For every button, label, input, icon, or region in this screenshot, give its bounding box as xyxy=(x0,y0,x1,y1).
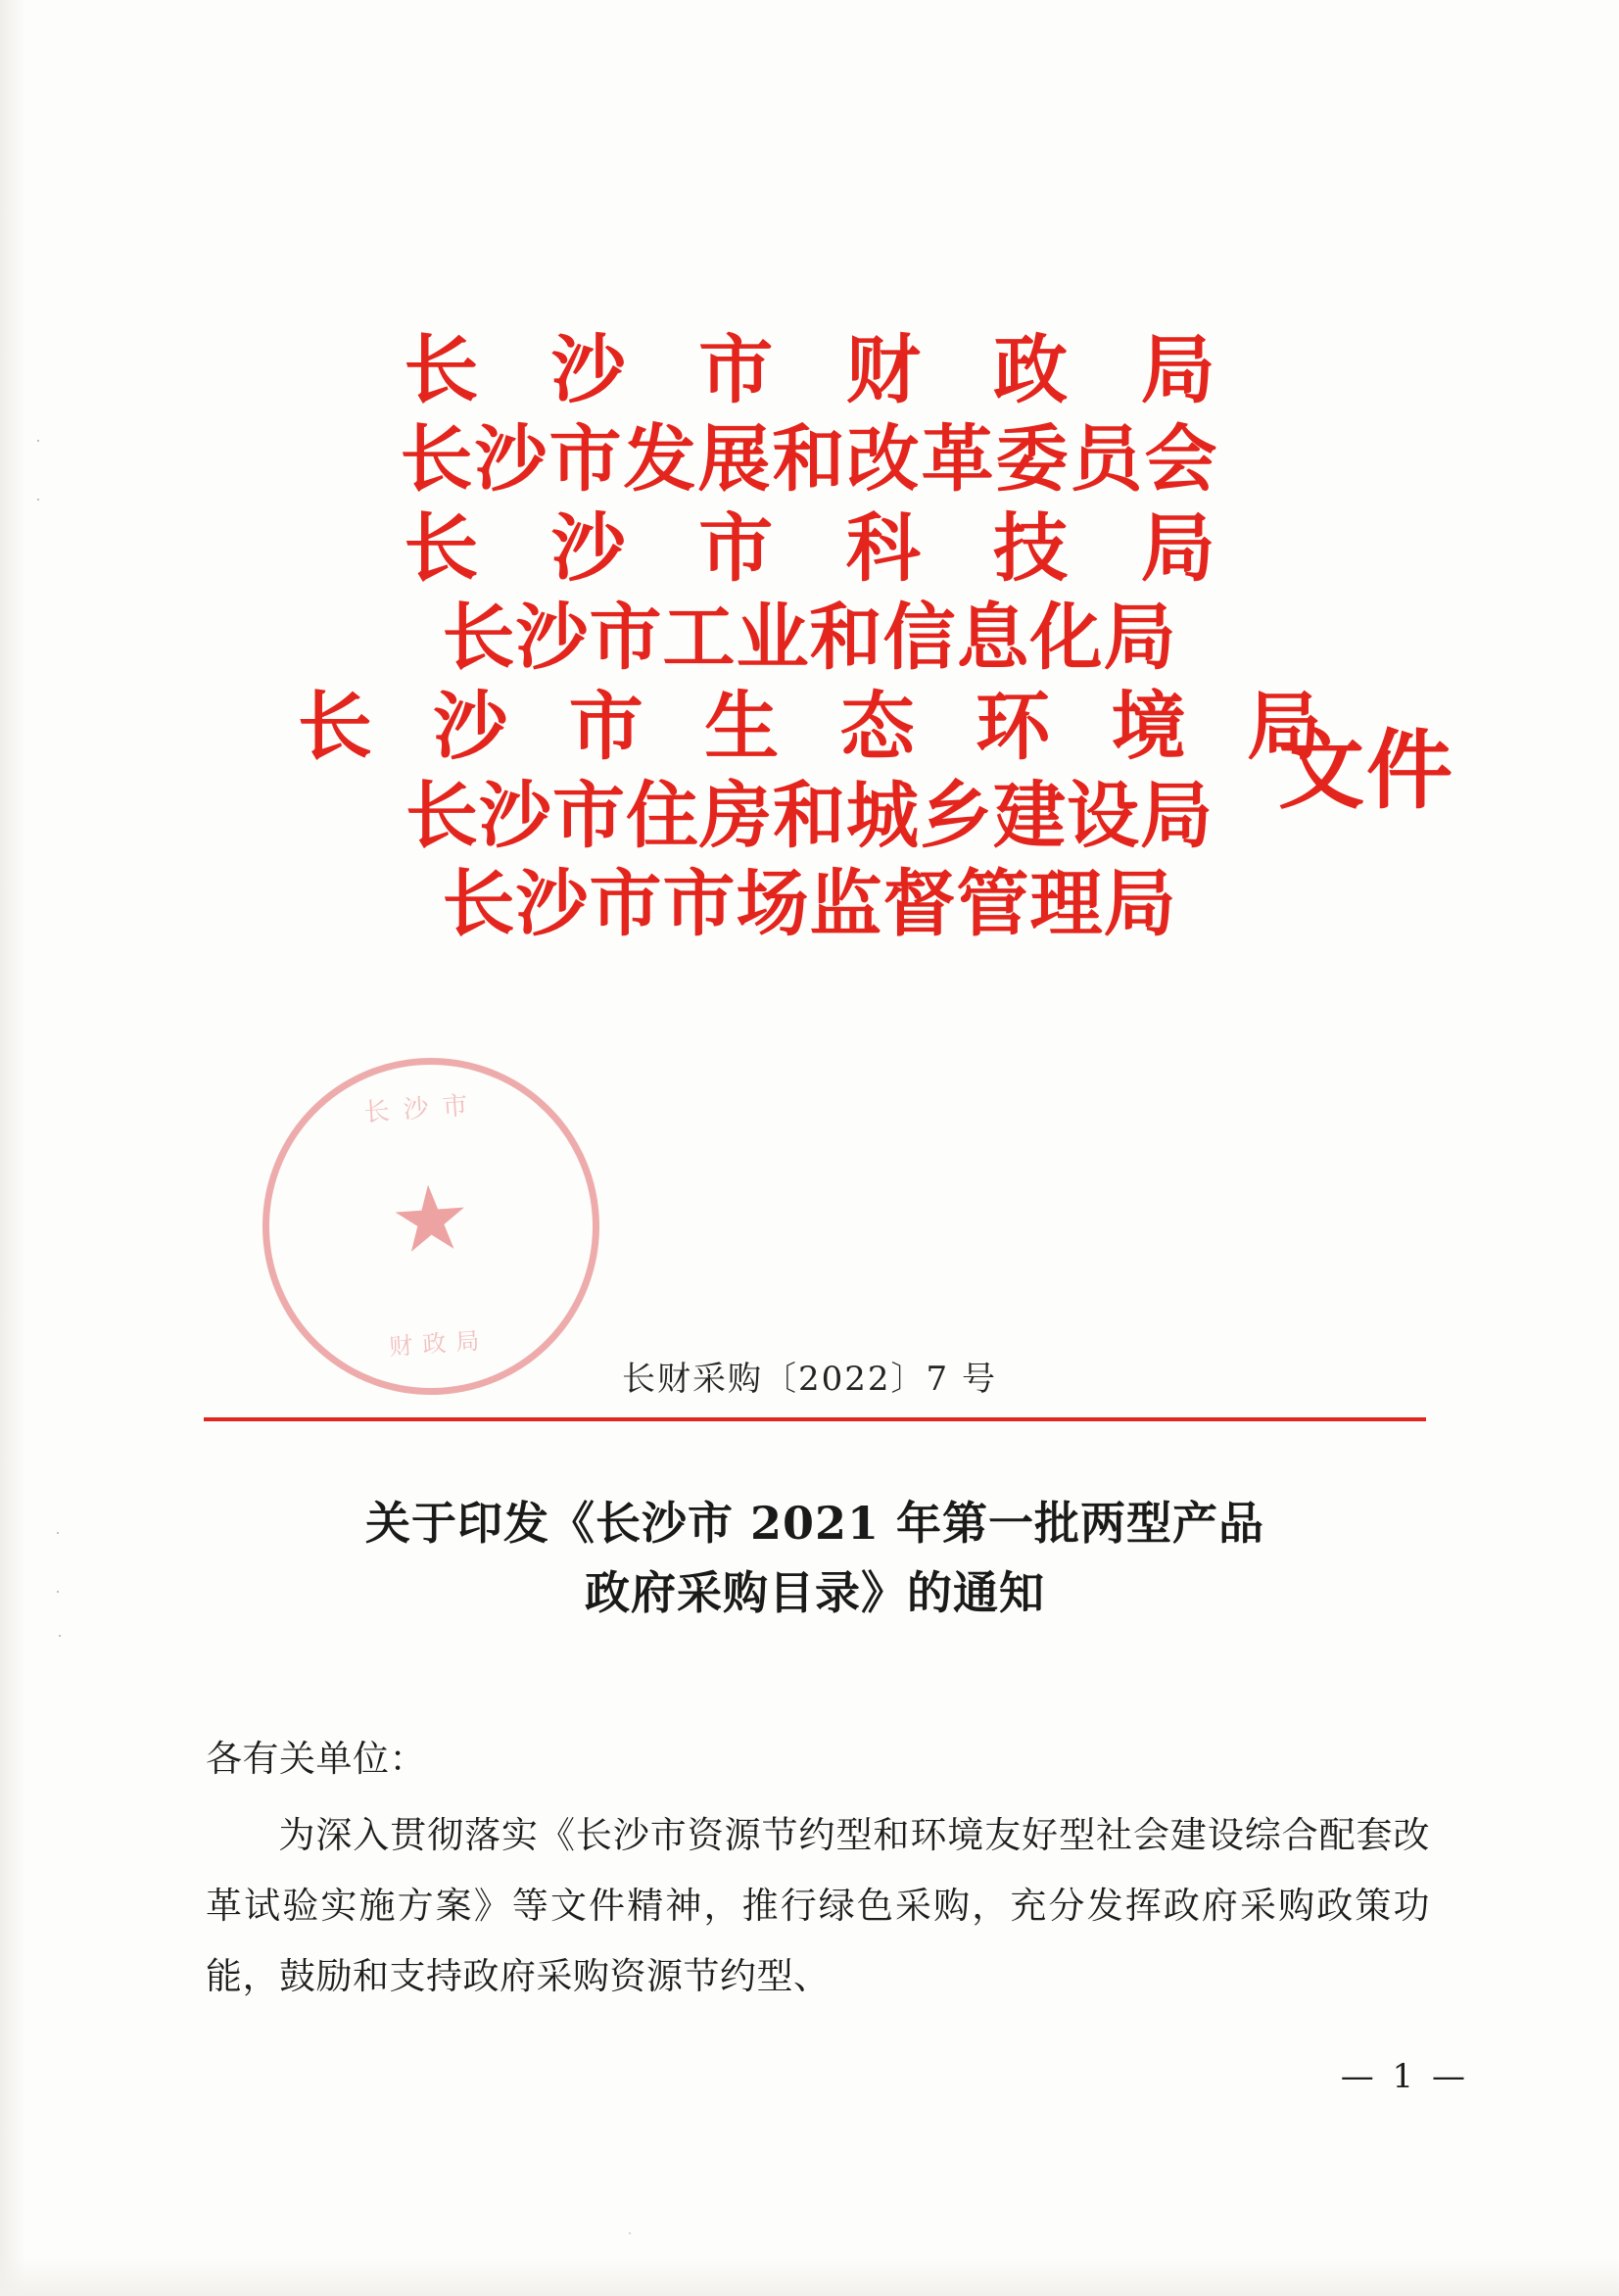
scan-mark: · xyxy=(55,1523,61,1543)
star-glyph: ★ xyxy=(386,1167,475,1273)
scan-mark: · xyxy=(35,431,41,451)
agency-name-science-technology-bureau: 长 沙 市 科 技 局 xyxy=(404,504,1239,592)
body-paragraph-1-text: 为深入贯彻落实《长沙市资源节约型和环境友好型社会建设综合配套改革试验实施方案》等文件精神，推行绿色采购，充分发挥政府采购政策功能，鼓励和支持政府采购资源节约型、 xyxy=(206,1814,1430,1998)
page-title-line-1: 关于印发《长沙市 2021 年第一批两型产品 xyxy=(364,1497,1265,1550)
seal-top-text: 长沙市 xyxy=(362,1090,483,1127)
scan-mark: · xyxy=(55,1582,61,1602)
seal-bottom-text: 财政局 xyxy=(388,1328,491,1362)
agency-name-market-supervision-bureau: 长沙市市场监督管理局 xyxy=(442,862,1177,946)
masthead xyxy=(0,326,1619,948)
agency-name-development-reform-commission: 长沙市发展和改革委员会 xyxy=(400,417,1219,502)
red-divider-rule xyxy=(204,1417,1426,1421)
scan-mark: · xyxy=(627,2224,633,2243)
agency-name-industry-information-bureau: 长沙市工业和信息化局 xyxy=(442,596,1177,680)
scan-mark: · xyxy=(57,1626,63,1646)
salutation: 各有关单位： xyxy=(206,1738,426,1780)
document-body xyxy=(206,1724,1430,2013)
agency-name-finance-bureau: 长 沙 市 财 政 局 xyxy=(404,326,1239,413)
agency-name-ecology-environment-bureau: 长 沙 市 生 态 环 境 局 xyxy=(297,683,1340,770)
page-title xyxy=(204,1489,1426,1629)
scan-mark: · xyxy=(35,490,41,509)
document-word-label: 文件 xyxy=(1277,719,1454,821)
body-paragraph-1 xyxy=(206,1800,1430,2012)
page-title-line-2: 政府采购目录》的通知 xyxy=(585,1566,1045,1620)
document-number: 长财采购〔2022〕7 号 xyxy=(622,1360,997,1399)
page-number: — 1 — xyxy=(1340,2057,1469,2096)
scan-edge-bottom xyxy=(0,2257,1619,2296)
agency-name-housing-urban-rural-construction-bureau: 长沙市住房和城乡建设局 xyxy=(405,774,1214,858)
